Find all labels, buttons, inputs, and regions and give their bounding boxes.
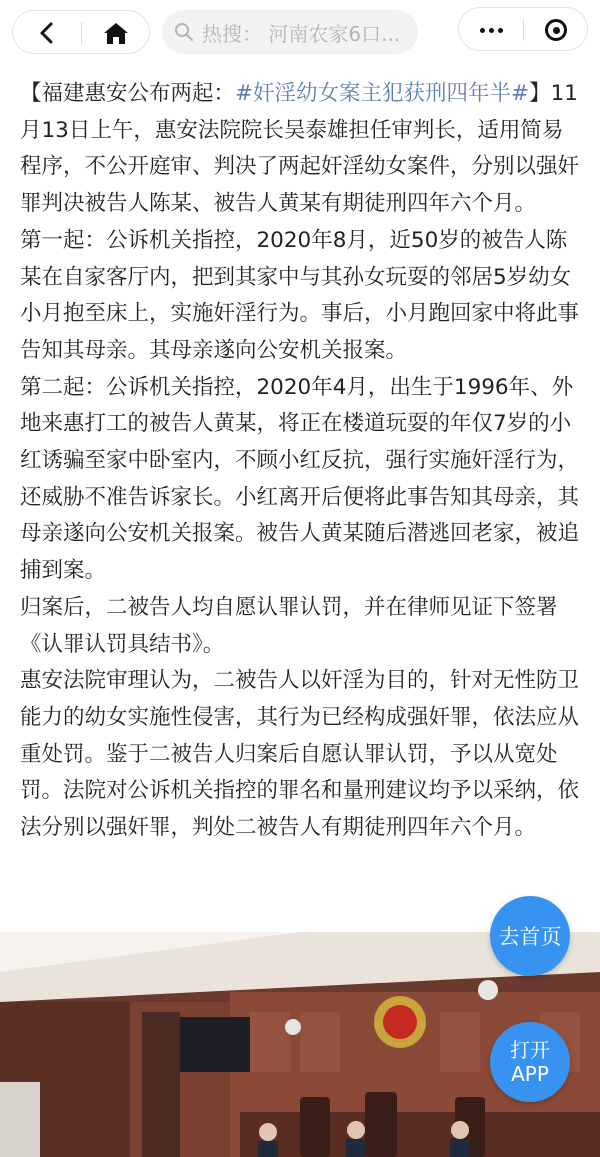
search-input[interactable]	[162, 10, 418, 54]
go-home-button[interactable]	[490, 896, 570, 976]
paragraph-case-one: 第一起：公诉机关指控，2020年8月，近50岁的被告人陈某在自家客厅内，把到其家中与其孙女玩耍的邻居5岁幼女小月抱至床上，实施奸淫行为。事后，小月跑回家中将此事告知其母亲。其母亲遂向公安机关报案。	[20, 227, 580, 363]
paragraph-confession: 归案后，二被告人均自愿认罪认罚，并在律师见证下签署《认罪认罚具结书》。	[20, 594, 558, 657]
close-button[interactable]	[524, 8, 588, 52]
paragraph-verdict: 惠安法院审理认为，二被告人以奸淫为目的，针对无性防卫能力的幼女实施性侵害，其行为已经构成强奸罪，依法应从重处罚。鉴于二被告人归案后自愿认罪认罚，予以从宽处罚。法院对公诉机关指控的罪名和量刑建议均予以采纳，依法分别以强奸罪，判处二被告人有期徒刑四年六个月。	[20, 668, 580, 841]
nav-pill	[12, 10, 150, 54]
close-target-icon	[545, 19, 567, 41]
article-title-prefix: 【福建惠安公布两起：	[20, 81, 236, 106]
more-button[interactable]	[459, 8, 523, 52]
search-icon	[174, 22, 194, 42]
article-title-suffix: 】	[529, 81, 551, 106]
home-button[interactable]	[82, 11, 150, 55]
top-bar	[0, 0, 600, 64]
article-body	[20, 76, 580, 847]
home-icon	[103, 21, 129, 45]
back-button[interactable]	[13, 11, 81, 55]
article-lead-text: 11月13日上午，惠安法院院长吴泰雄担任审判长，适用简易程序，不公开庭审、判决了两起奸淫幼女案件，分别以强奸罪判决被告人陈某、被告人黄某有期徒刑四年六个月。	[20, 81, 580, 217]
back-chevron-icon	[37, 21, 57, 45]
open-app-label-line2: APP	[511, 1062, 549, 1086]
paragraph-case-two: 第二起：公诉机关指控，2020年4月，出生于1996年、外地来惠打工的被告人黄某，将正在楼道玩耍的年仅7岁的小红诱骗至家中卧室内，不顾小红反抗，强行实施奸淫行为，还威胁不准告诉家长。小红离开后便将此事告知其母亲，其母亲遂向公安机关报案。被告人黄某随后潜逃回老家，被追捕到案。	[20, 374, 580, 584]
open-app-button[interactable]	[490, 1022, 570, 1102]
more-dots-icon	[480, 28, 503, 33]
open-app-label-line1: 打开	[510, 1038, 550, 1062]
search-placeholder: 热搜： 河南农家6口...	[202, 21, 401, 46]
hashtag-link[interactable]: #奸淫幼女案主犯获刑四年半#	[235, 81, 530, 106]
mini-program-capsule	[458, 7, 588, 51]
article-lead-paragraph	[20, 76, 580, 223]
go-home-label: 去首页	[498, 925, 562, 949]
